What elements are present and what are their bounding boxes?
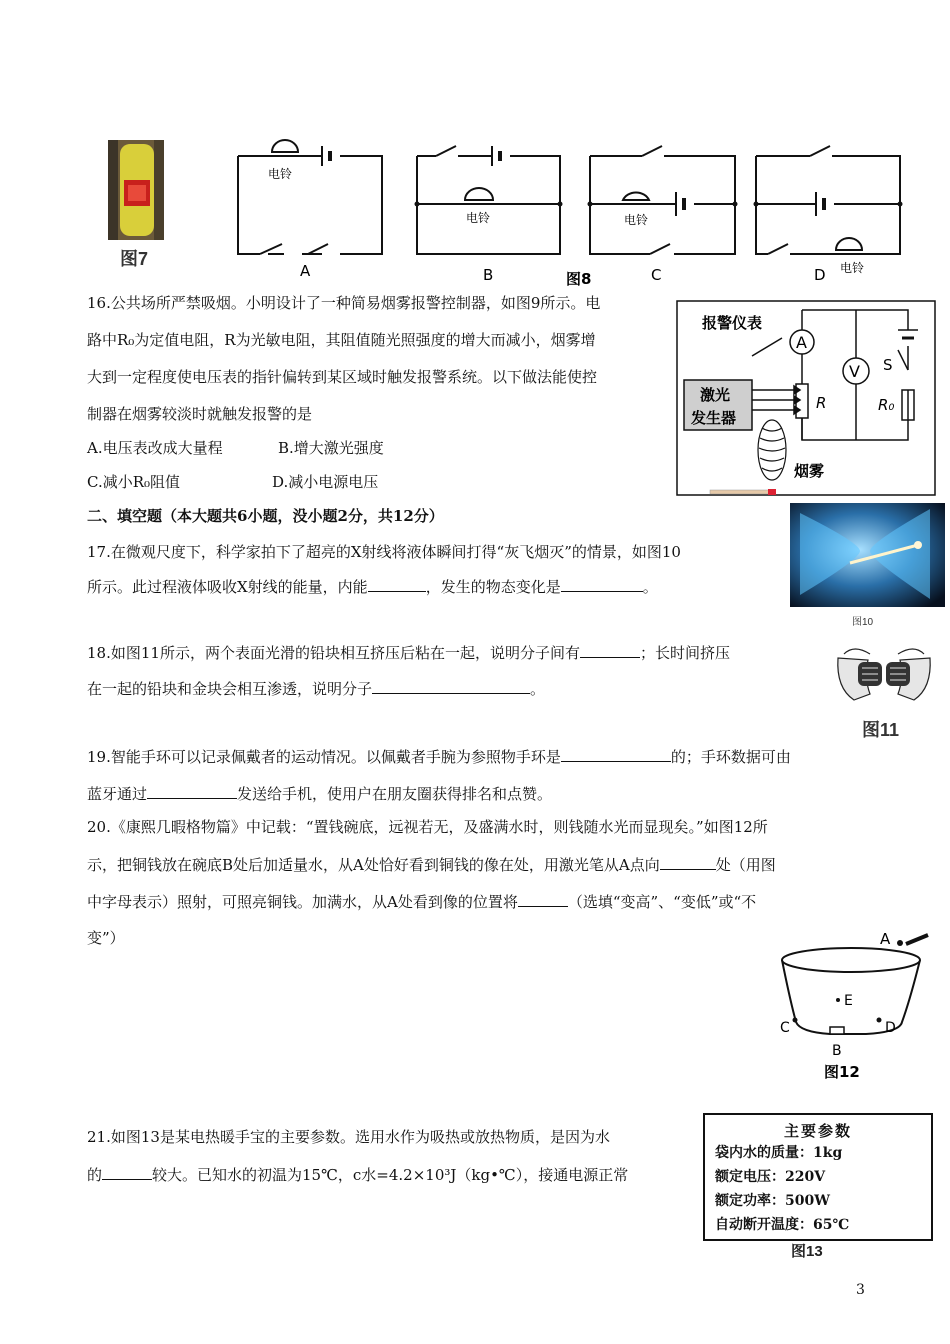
section-2-heading: 二、填空题（本大题共6小题，没小题2分，共12分） — [87, 507, 444, 525]
q20-line-3-part-b: （选填“变高”、“变低”或“不 — [567, 893, 757, 911]
point-e-label: E — [844, 993, 853, 1009]
q17-line-2 — [87, 576, 658, 597]
alarm-meter-label: 报警仪表 — [702, 314, 763, 332]
point-d-label: D — [885, 1020, 896, 1036]
q20-line-2-part-a: 示，把铜钱放在碗底B处后加适量水，从A处恰好看到铜钱的像在处，用激光笔从A点向 — [87, 856, 660, 874]
figure-7-photo — [108, 140, 164, 240]
q16-option-d: D.减小电源电压 — [272, 473, 379, 491]
q16-option-a: A.电压表改成大量程 — [87, 439, 223, 457]
switch-label: S — [883, 356, 893, 374]
option-b-label: B — [483, 266, 494, 284]
figure-7-caption: 图7 — [120, 249, 149, 269]
q19-line-2-part-a: 蓝牙通过 — [87, 785, 148, 803]
ammeter-letter: A — [796, 333, 807, 352]
voltmeter-letter: V — [849, 362, 860, 381]
parameter-rated-power: 额定功率：500W — [715, 1193, 830, 1209]
q19-line-2-part-b: 发送给手机，使用户在朋友圈获得排名和点赞。 — [237, 785, 553, 803]
q16-option-b: B.增大激光强度 — [278, 439, 384, 457]
q20-line-2 — [87, 854, 776, 875]
q19-line-2 — [87, 783, 552, 804]
figure-8-caption: 图8 — [566, 270, 592, 288]
q20-line-1: 20.《康熙几暇格物篇》中记载：“置钱碗底，远视若无，及盛满水时，则钱随水光而显现矣。”如图12所 — [87, 818, 768, 836]
q19-blank-2[interactable] — [147, 783, 237, 799]
resistor-r-label: R — [816, 394, 827, 412]
point-d-dot — [877, 1018, 882, 1023]
figure-13-caption: 图13 — [791, 1243, 823, 1260]
point-c-label: C — [780, 1020, 790, 1036]
q18-line-1 — [87, 642, 730, 663]
figure-10-xray-image — [790, 503, 945, 607]
q18-line-2-part-b: 。 — [530, 680, 546, 698]
figure-12-caption: 图12 — [824, 1063, 860, 1081]
q16-line-2: 路中R₀为定值电阻，R为光敏电阻，其阻值随光照强度的增大而减小，烟雾增 — [87, 331, 596, 349]
q17-line-2-part-a: 所示。此过程液体吸收X射线的能量，内能 — [87, 578, 368, 596]
q19-line-1-part-b: 的；手环数据可由 — [670, 748, 791, 766]
q19-line-1-part-a: 19.智能手环可以记录佩戴者的运动情况。以佩戴者手腕为参照物手环是 — [87, 748, 561, 766]
smoke-detector-image — [108, 140, 164, 240]
figure-13-parameter-table — [703, 1113, 933, 1241]
q18-line-2-part-a: 在一起的铅块和金块会相互渗透，说明分子 — [87, 680, 373, 698]
point-c-dot — [793, 1018, 798, 1023]
q20-blank-1[interactable] — [660, 854, 716, 870]
figure-9-smoke-alarm — [676, 300, 936, 498]
parameter-water-mass: 袋内水的质量：1kg — [715, 1145, 843, 1161]
q18-blank-2[interactable] — [372, 678, 530, 694]
page-number: 3 — [856, 1282, 865, 1298]
q20-line-4: 变”） — [87, 929, 125, 947]
coin-b — [830, 1027, 844, 1034]
q19-line-1 — [87, 746, 791, 767]
figure-10-caption: 图10 — [852, 617, 874, 628]
q17-line-2-part-b: ，发生的物态变化是 — [425, 578, 561, 596]
q16-line-3: 大到一定程度使电压表的指针偏转到某区域时触发报警系统。以下做法能使控 — [87, 368, 598, 386]
laser-pointer — [906, 935, 928, 944]
bell-label-d: 电铃 — [840, 261, 865, 275]
parameter-rated-voltage: 额定电压：220V — [715, 1169, 826, 1185]
resistor-r0-label: R₀ — [878, 396, 895, 414]
q18-line-2 — [87, 678, 545, 699]
smoke-label: 烟雾 — [794, 462, 825, 480]
point-a-label: A — [880, 930, 891, 948]
point-a-dot — [897, 940, 903, 946]
laser-label-1: 激光 — [700, 386, 731, 404]
bell-label-c: 电铃 — [624, 213, 649, 227]
q17-blank-1[interactable] — [368, 576, 426, 592]
figure-12-bowl — [770, 926, 945, 1086]
q21-line-2-part-a: 的 — [87, 1166, 103, 1184]
laser-label-2: 发生器 — [691, 409, 737, 427]
q20-line-3 — [87, 891, 756, 912]
figure-11-lead-blocks — [834, 638, 934, 718]
q21-line-1: 21.如图13是某电热暖手宝的主要参数。选用水作为吸热或放热物质，是因为水 — [87, 1128, 610, 1146]
q21-blank-1[interactable] — [102, 1164, 152, 1180]
q16-option-c: C.减小R₀阻值 — [87, 473, 181, 491]
q21-line-2 — [87, 1164, 628, 1185]
q20-blank-2[interactable] — [518, 891, 568, 907]
option-c-label: C — [651, 266, 662, 284]
q19-blank-1[interactable] — [561, 746, 671, 762]
figure-8-circuits — [230, 130, 910, 290]
q20-line-3-part-a: 中字母表示）照射，可照亮铜钱。加满水，从A处看到像的位置将 — [87, 893, 518, 911]
q18-blank-1[interactable] — [580, 642, 640, 658]
bell-label-a: 电铃 — [268, 167, 293, 181]
parameter-cutoff-temperature: 自动断开温度：65℃ — [715, 1217, 850, 1233]
q17-line-2-part-c: 。 — [642, 578, 658, 596]
bell-label-b: 电铃 — [466, 211, 491, 225]
point-b-label: B — [832, 1043, 842, 1059]
q21-line-2-part-b: 较大。已知水的初温为15℃，c水=4.2×10³J（kg•℃），接通电源正常 — [152, 1166, 629, 1184]
q18-line-1-part-b: ；长时间挤压 — [639, 644, 730, 662]
option-a-label: A — [300, 262, 311, 280]
q16-line-1: 16.公共场所严禁吸烟。小明设计了一种简易烟雾报警控制器，如图9所示。电 — [87, 294, 601, 312]
q18-line-1-part-a: 18.如图11所示，两个表面光滑的铅块相互挤压后粘在一起，说明分子间有 — [87, 644, 580, 662]
option-d-label: D — [814, 266, 826, 284]
q17-line-1: 17.在微观尺度下，科学家拍下了超亮的X射线将液体瞬间打得“灰飞烟灭”的情景，如图10 — [87, 543, 681, 561]
q20-line-2-part-b: 处（用图 — [715, 856, 776, 874]
figure-11-caption: 图11 — [862, 720, 900, 740]
q17-blank-2[interactable] — [561, 576, 643, 592]
q16-line-4: 制器在烟雾较淡时就触发报警的是 — [87, 405, 313, 423]
point-e-dot — [836, 998, 840, 1002]
parameter-table-title: 主要参数 — [783, 1122, 852, 1140]
